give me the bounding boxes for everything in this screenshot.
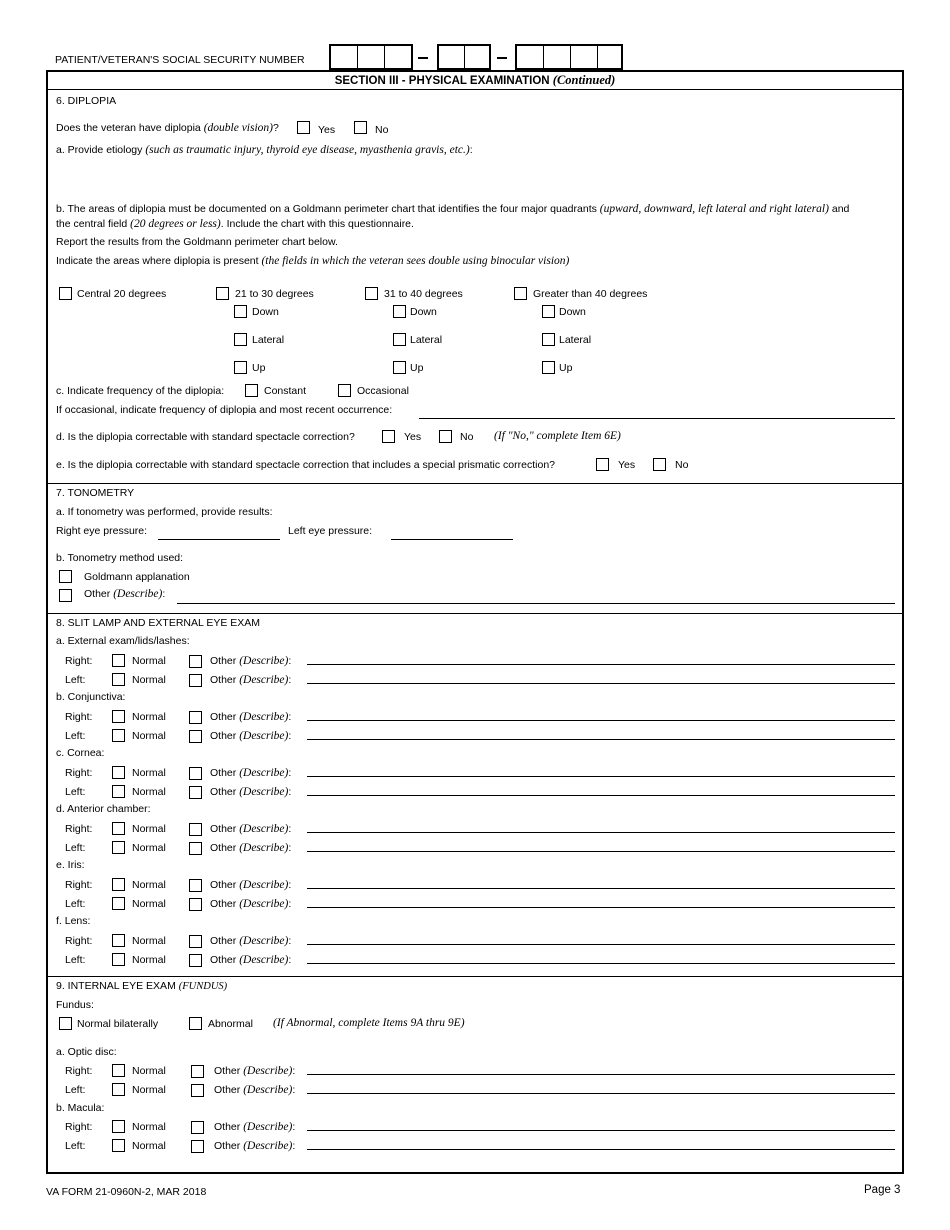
divider xyxy=(47,976,903,977)
cornea-right-other-input[interactable] xyxy=(307,776,895,777)
lens-right-other-input[interactable] xyxy=(307,944,895,945)
slit-lamp-heading: 8. SLIT LAMP AND EXTERNAL EYE EXAM xyxy=(56,617,261,629)
describe-text: (Describe) xyxy=(239,898,289,910)
gt-40-down-checkbox[interactable] xyxy=(542,305,555,318)
normal-label: Normal xyxy=(132,655,166,667)
sub-label: Lateral xyxy=(410,334,443,346)
abnormal-note: (If Abnormal, complete Items 9A thru 9E) xyxy=(273,1017,465,1029)
sub-label: Up xyxy=(252,362,266,374)
field-label: Central 20 degrees xyxy=(77,288,167,300)
optic-disc-left-other-input[interactable] xyxy=(307,1093,895,1094)
left-label: Left: xyxy=(65,954,86,966)
tonometry-heading: 7. TONOMETRY xyxy=(56,487,135,499)
diplopia-heading: 6. DIPLOPIA xyxy=(56,95,117,107)
other-text: Other xyxy=(210,879,237,891)
field-label: Greater than 40 degrees xyxy=(533,288,648,300)
goldmann-label: Goldmann applanation xyxy=(84,571,190,583)
spectacle-no-checkbox[interactable] xyxy=(439,430,452,443)
other-describe-label xyxy=(210,879,291,891)
21-30-down-checkbox[interactable] xyxy=(234,305,247,318)
iris-right-normal-checkbox[interactable] xyxy=(112,878,125,891)
colon: : xyxy=(288,954,292,966)
left-label: Left: xyxy=(65,1140,86,1152)
conjunctiva-left-other-input[interactable] xyxy=(307,739,895,740)
lens-left-normal-checkbox[interactable] xyxy=(112,953,125,966)
describe-text: (Describe) xyxy=(239,786,289,798)
external-left-normal-checkbox[interactable] xyxy=(112,673,125,686)
divider xyxy=(47,89,903,90)
goldmann-checkbox[interactable] xyxy=(59,570,72,583)
conjunctiva-label: b. Conjunctiva: xyxy=(56,691,126,703)
external-left-other-input[interactable] xyxy=(307,683,895,684)
central-20-checkbox[interactable] xyxy=(59,287,72,300)
sub-label: Lateral xyxy=(252,334,285,346)
no-label: No xyxy=(375,124,389,136)
right-label: Right: xyxy=(65,879,93,891)
iris-label: e. Iris: xyxy=(56,859,85,871)
colon: : xyxy=(288,898,292,910)
right-label: Right: xyxy=(65,655,93,667)
31-40-up-checkbox[interactable] xyxy=(393,361,406,374)
conjunctiva-right-other-checkbox[interactable] xyxy=(189,711,202,724)
21-30-checkbox[interactable] xyxy=(216,287,229,300)
other-text: Other xyxy=(214,1121,241,1133)
colon: : xyxy=(292,1121,296,1133)
cornea-left-other-checkbox[interactable] xyxy=(189,786,202,799)
describe-text: (Describe) xyxy=(239,674,289,686)
yes-label: Yes xyxy=(618,459,636,471)
no-label: No xyxy=(675,459,689,471)
gt-40-lateral-checkbox[interactable] xyxy=(542,333,555,346)
other-text: Other xyxy=(214,1065,241,1077)
ssn-part3-input[interactable] xyxy=(515,44,623,70)
occasional-checkbox[interactable] xyxy=(338,384,351,397)
right-label: Right: xyxy=(65,1065,93,1077)
sub-label: Lateral xyxy=(559,334,592,346)
prismatic-no-checkbox[interactable] xyxy=(653,458,666,471)
left-label: Left: xyxy=(65,730,86,742)
conjunctiva-right-other-input[interactable] xyxy=(307,720,895,721)
anterior-chamber-right-other-checkbox[interactable] xyxy=(189,823,202,836)
external-left-other-checkbox[interactable] xyxy=(189,674,202,687)
colon: : xyxy=(292,1065,296,1077)
normal-label: Normal xyxy=(132,1121,166,1133)
divider xyxy=(47,483,903,484)
internal-heading: 9. INTERNAL EYE EXAM (FUNDUS) xyxy=(56,980,228,992)
iris-left-other-checkbox[interactable] xyxy=(189,898,202,911)
normal-label: Normal xyxy=(132,1065,166,1077)
other-text: Other xyxy=(210,842,237,854)
macula-label: b. Macula: xyxy=(56,1102,105,1114)
21-30-up-checkbox[interactable] xyxy=(234,361,247,374)
ssn-label: PATIENT/VETERAN'S SOCIAL SECURITY NUMBER xyxy=(55,54,305,66)
describe-text: (Describe) xyxy=(243,1121,293,1133)
other-describe-label xyxy=(210,767,291,779)
other-text: Other xyxy=(210,954,237,966)
describe-text: (Describe) xyxy=(239,767,289,779)
normal-label: Normal xyxy=(132,879,166,891)
left-label: Left: xyxy=(65,898,86,910)
optic-disc-right-other-input[interactable] xyxy=(307,1074,895,1075)
right-label: Right: xyxy=(65,711,93,723)
other-text: Other xyxy=(210,711,237,723)
ssn-dash xyxy=(497,57,507,59)
goldmann-instruction-line2: the central field (20 degrees or less). Include the chart with this questionnaire. xyxy=(56,218,414,230)
normal-label: Normal xyxy=(132,1084,166,1096)
page-number: Page 3 xyxy=(864,1184,901,1196)
lens-left-other-input[interactable] xyxy=(307,963,895,964)
constant-label: Constant xyxy=(264,385,307,397)
macula-left-other-checkbox[interactable] xyxy=(191,1140,204,1153)
goldmann-instruction-line4: Indicate the areas where diplopia is present (the fields in which the veteran sees double using binocular vision) xyxy=(56,255,570,267)
anterior-chamber-left-normal-checkbox[interactable] xyxy=(112,841,125,854)
lens-right-other-checkbox[interactable] xyxy=(189,935,202,948)
31-40-checkbox[interactable] xyxy=(365,287,378,300)
left-label: Left: xyxy=(65,674,86,686)
colon: : xyxy=(288,879,292,891)
external-label: a. External exam/lids/lashes: xyxy=(56,635,190,647)
etiology-label: a. Provide etiology (such as traumatic injury, thyroid eye disease, myasthenia gravis, etc.): xyxy=(56,144,473,156)
describe-text: (Describe) xyxy=(239,935,289,947)
tono-other-checkbox[interactable] xyxy=(59,589,72,602)
anterior-chamber-label: d. Anterior chamber: xyxy=(56,803,151,815)
other-describe-label xyxy=(214,1121,295,1133)
cornea-right-normal-checkbox[interactable] xyxy=(112,766,125,779)
colon: : xyxy=(288,711,292,723)
normal-label: Normal xyxy=(132,730,166,742)
other-text: Other xyxy=(210,730,237,742)
right-label: Right: xyxy=(65,935,93,947)
ssn-dash xyxy=(418,57,428,59)
occasional-detail-label: If occasional, indicate frequency of diplopia and most recent occurrence: xyxy=(56,404,393,416)
other-describe-label xyxy=(210,674,291,686)
lens-left-other-checkbox[interactable] xyxy=(189,954,202,967)
normal-label: Normal xyxy=(132,898,166,910)
other-describe-label xyxy=(210,842,291,854)
right-label: Right: xyxy=(65,767,93,779)
other-describe-label xyxy=(210,730,291,742)
31-40-down-checkbox[interactable] xyxy=(393,305,406,318)
gt-40-checkbox[interactable] xyxy=(514,287,527,300)
other-describe-label xyxy=(214,1084,295,1096)
gt-40-up-checkbox[interactable] xyxy=(542,361,555,374)
other-text: Other xyxy=(210,674,237,686)
macula-left-normal-checkbox[interactable] xyxy=(112,1139,125,1152)
yes-label: Yes xyxy=(404,431,422,443)
cornea-right-other-checkbox[interactable] xyxy=(189,767,202,780)
left-label: Left: xyxy=(65,786,86,798)
other-text: Other xyxy=(210,935,237,947)
field-label: 31 to 40 degrees xyxy=(384,288,463,300)
describe-text: (Describe) xyxy=(243,1065,293,1077)
macula-right-other-checkbox[interactable] xyxy=(191,1121,204,1134)
other-text: Other xyxy=(210,786,237,798)
fundus-label: Fundus: xyxy=(56,999,94,1011)
normal-label: Normal xyxy=(132,954,166,966)
no-label: No xyxy=(460,431,474,443)
macula-right-normal-checkbox[interactable] xyxy=(112,1120,125,1133)
right-label: Right: xyxy=(65,823,93,835)
cornea-left-other-input[interactable] xyxy=(307,795,895,796)
colon: : xyxy=(288,842,292,854)
normal-label: Normal xyxy=(132,1140,166,1152)
sub-label: Down xyxy=(559,306,586,318)
left-label: Left: xyxy=(65,842,86,854)
optic-disc-label: a. Optic disc: xyxy=(56,1046,117,1058)
left-label: Left: xyxy=(65,1084,86,1096)
goldmann-instruction-line1: b. The areas of diplopia must be documented on a Goldmann perimeter chart that identifies the four major quadrants (upward, downward, left lateral and right lateral) and xyxy=(56,203,850,215)
normal-label: Normal xyxy=(132,674,166,686)
other-describe-label xyxy=(210,711,291,723)
optic-disc-right-other-checkbox[interactable] xyxy=(191,1065,204,1078)
colon: : xyxy=(288,730,292,742)
anterior-chamber-right-other-input[interactable] xyxy=(307,832,895,833)
normal-label: Normal xyxy=(132,823,166,835)
other-text: Other xyxy=(210,655,237,667)
other-describe-label xyxy=(210,954,291,966)
other-describe-label xyxy=(210,655,291,667)
constant-checkbox[interactable] xyxy=(245,384,258,397)
other-describe-label xyxy=(210,935,291,947)
other-describe-label xyxy=(214,1065,295,1077)
describe-text: (Describe) xyxy=(243,1140,293,1152)
describe-text: (Describe) xyxy=(239,954,289,966)
normal-label: Normal xyxy=(132,842,166,854)
colon: : xyxy=(288,823,292,835)
anterior-chamber-left-other-input[interactable] xyxy=(307,851,895,852)
normal-label: Normal xyxy=(132,711,166,723)
describe-text: (Describe) xyxy=(239,730,289,742)
lens-label: f. Lens: xyxy=(56,915,91,927)
colon: : xyxy=(288,935,292,947)
diplopia-question: Does the veteran have diplopia (double vision)? xyxy=(56,122,279,134)
describe-text: (Describe) xyxy=(239,711,289,723)
sub-label: Down xyxy=(252,306,279,318)
other-text: Other xyxy=(214,1140,241,1152)
iris-left-normal-checkbox[interactable] xyxy=(112,897,125,910)
tono-other-input[interactable] xyxy=(177,603,895,604)
colon: : xyxy=(288,786,292,798)
prismatic-yes-checkbox[interactable] xyxy=(596,458,609,471)
spectacle-question: d. Is the diplopia correctable with standard spectacle correction? xyxy=(56,431,355,443)
conjunctiva-left-normal-checkbox[interactable] xyxy=(112,729,125,742)
occasional-detail-input[interactable] xyxy=(419,418,895,419)
other-describe-label xyxy=(210,898,291,910)
normal-bilaterally-label: Normal bilaterally xyxy=(77,1018,159,1030)
spectacle-note: (If "No," complete Item 6E) xyxy=(494,430,621,442)
external-right-other-checkbox[interactable] xyxy=(189,655,202,668)
describe-text: (Describe) xyxy=(243,1084,293,1096)
goldmann-instruction-line3: Report the results from the Goldmann perimeter chart below. xyxy=(56,236,338,248)
tonometry-method-label: b. Tonometry method used: xyxy=(56,552,184,564)
optic-disc-left-other-checkbox[interactable] xyxy=(191,1084,204,1097)
spectacle-yes-checkbox[interactable] xyxy=(382,430,395,443)
right-pressure-input[interactable] xyxy=(158,539,280,540)
colon: : xyxy=(288,655,292,667)
describe-text: (Describe) xyxy=(239,842,289,854)
sub-label: Down xyxy=(410,306,437,318)
anterior-chamber-left-other-checkbox[interactable] xyxy=(189,842,202,855)
other-text: Other xyxy=(210,767,237,779)
normal-label: Normal xyxy=(132,935,166,947)
right-pressure-label: Right eye pressure: xyxy=(56,525,148,537)
ssn-part2-input[interactable] xyxy=(437,44,491,70)
form-number: VA FORM 21-0960N-2, MAR 2018 xyxy=(46,1186,207,1198)
describe-text: (Describe) xyxy=(239,879,289,891)
colon: : xyxy=(292,1084,296,1096)
diplopia-yes-checkbox[interactable] xyxy=(297,121,310,134)
macula-left-other-input[interactable] xyxy=(307,1149,895,1150)
normal-bilaterally-checkbox[interactable] xyxy=(59,1017,72,1030)
yes-label: Yes xyxy=(318,124,336,136)
iris-right-other-checkbox[interactable] xyxy=(189,879,202,892)
other-text: Other xyxy=(214,1084,241,1096)
other-describe-label xyxy=(210,823,291,835)
cornea-label: c. Cornea: xyxy=(56,747,105,759)
field-label: 21 to 30 degrees xyxy=(235,288,314,300)
describe-text: (Describe) xyxy=(239,823,289,835)
ssn-part1-input[interactable] xyxy=(329,44,413,70)
tonometry-results-label: a. If tonometry was performed, provide results: xyxy=(56,506,273,518)
normal-label: Normal xyxy=(132,786,166,798)
external-right-other-input[interactable] xyxy=(307,664,895,665)
optic-disc-left-normal-checkbox[interactable] xyxy=(112,1083,125,1096)
anterior-chamber-right-normal-checkbox[interactable] xyxy=(112,822,125,835)
external-right-normal-checkbox[interactable] xyxy=(112,654,125,667)
frequency-label: c. Indicate frequency of the diplopia: xyxy=(56,385,225,397)
colon: : xyxy=(288,767,292,779)
right-label: Right: xyxy=(65,1121,93,1133)
colon: : xyxy=(288,674,292,686)
other-text: Other xyxy=(210,898,237,910)
macula-right-other-input[interactable] xyxy=(307,1130,895,1131)
iris-left-other-input[interactable] xyxy=(307,907,895,908)
other-describe-label xyxy=(210,786,291,798)
cornea-left-normal-checkbox[interactable] xyxy=(112,785,125,798)
optic-disc-right-normal-checkbox[interactable] xyxy=(112,1064,125,1077)
iris-right-other-input[interactable] xyxy=(307,888,895,889)
21-30-lateral-checkbox[interactable] xyxy=(234,333,247,346)
sub-label: Up xyxy=(410,362,424,374)
left-pressure-label: Left eye pressure: xyxy=(288,525,373,537)
left-pressure-input[interactable] xyxy=(391,539,513,540)
conjunctiva-left-other-checkbox[interactable] xyxy=(189,730,202,743)
etiology-field[interactable] xyxy=(56,160,894,196)
lens-right-normal-checkbox[interactable] xyxy=(112,934,125,947)
colon: : xyxy=(292,1140,296,1152)
other-text: Other xyxy=(210,823,237,835)
other-describe-label xyxy=(214,1140,295,1152)
prismatic-question: e. Is the diplopia correctable with standard spectacle correction that includes a special prismatic correction? xyxy=(56,459,556,471)
divider xyxy=(47,613,903,614)
abnormal-label: Abnormal xyxy=(208,1018,253,1030)
sub-label: Up xyxy=(559,362,573,374)
conjunctiva-right-normal-checkbox[interactable] xyxy=(112,710,125,723)
tono-other-label: Other (Describe): xyxy=(84,588,166,600)
31-40-lateral-checkbox[interactable] xyxy=(393,333,406,346)
describe-text: (Describe) xyxy=(239,655,289,667)
abnormal-checkbox[interactable] xyxy=(189,1017,202,1030)
normal-label: Normal xyxy=(132,767,166,779)
occasional-label: Occasional xyxy=(357,385,409,397)
diplopia-no-checkbox[interactable] xyxy=(354,121,367,134)
section-title: SECTION III - PHYSICAL EXAMINATION (Continued) xyxy=(334,73,616,87)
